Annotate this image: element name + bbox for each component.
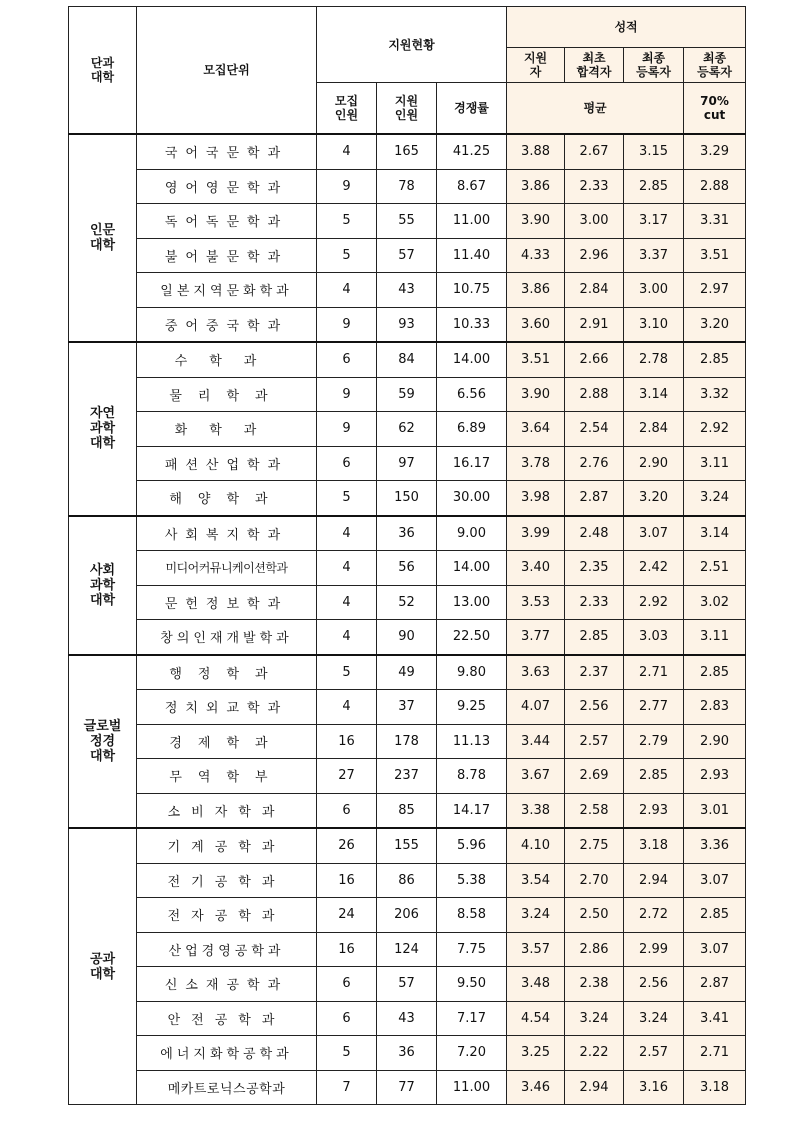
ratio-cell: 9.50 bbox=[437, 967, 507, 1002]
grade-final-reg-cell: 2.85 bbox=[624, 169, 684, 204]
quota-cell: 5 bbox=[317, 238, 377, 273]
grade-final-reg-cell: 3.24 bbox=[624, 1001, 684, 1036]
grade-final-reg-cell: 2.71 bbox=[624, 655, 684, 690]
applied-cell: 57 bbox=[377, 967, 437, 1002]
grade-applicant-cell: 3.77 bbox=[507, 620, 565, 655]
grade-cut70-cell: 2.88 bbox=[684, 169, 746, 204]
table-row bbox=[69, 169, 746, 204]
dept-name: 패션산업학과 bbox=[137, 446, 317, 481]
grade-final-reg-cell: 3.16 bbox=[624, 1070, 684, 1105]
grade-cut70-cell: 3.18 bbox=[684, 1070, 746, 1105]
table-row bbox=[69, 967, 746, 1002]
table-row bbox=[69, 342, 746, 377]
grade-first-pass-cell: 2.50 bbox=[565, 898, 624, 933]
applied-cell: 155 bbox=[377, 828, 437, 863]
grade-applicant-cell: 3.63 bbox=[507, 655, 565, 690]
grade-applicant-cell: 4.54 bbox=[507, 1001, 565, 1036]
dept-name: 경제학과 bbox=[137, 724, 317, 759]
ratio-cell: 8.58 bbox=[437, 898, 507, 933]
table-row bbox=[69, 1036, 746, 1071]
grade-first-pass-cell: 2.84 bbox=[565, 273, 624, 308]
grade-final-reg-cell: 2.90 bbox=[624, 446, 684, 481]
ratio-cell: 11.00 bbox=[437, 1070, 507, 1105]
dept-name: 창의인재개발학과 bbox=[137, 620, 317, 655]
ratio-cell: 8.67 bbox=[437, 169, 507, 204]
dept-name: 메카트로닉스공학과 bbox=[137, 1070, 317, 1105]
grade-final-reg-cell: 3.18 bbox=[624, 828, 684, 863]
header-average: 평균 bbox=[507, 83, 684, 135]
grade-cut70-cell: 3.02 bbox=[684, 585, 746, 620]
quota-cell: 6 bbox=[317, 967, 377, 1002]
grade-cut70-cell: 3.14 bbox=[684, 516, 746, 551]
applied-cell: 43 bbox=[377, 1001, 437, 1036]
quota-cell: 5 bbox=[317, 1036, 377, 1071]
table-body bbox=[69, 134, 746, 1105]
grade-applicant-cell: 3.90 bbox=[507, 204, 565, 239]
dept-name: 문헌정보학과 bbox=[137, 585, 317, 620]
grade-applicant-cell: 3.54 bbox=[507, 863, 565, 898]
grade-first-pass-cell: 2.67 bbox=[565, 134, 624, 169]
grade-final-reg-cell: 3.17 bbox=[624, 204, 684, 239]
table-row bbox=[69, 585, 746, 620]
applied-cell: 55 bbox=[377, 204, 437, 239]
grade-first-pass-cell: 2.33 bbox=[565, 585, 624, 620]
quota-cell: 5 bbox=[317, 481, 377, 516]
dept-name: 영어영문학과 bbox=[137, 169, 317, 204]
grade-cut70-cell: 2.51 bbox=[684, 551, 746, 586]
quota-cell: 4 bbox=[317, 273, 377, 308]
table-row bbox=[69, 793, 746, 828]
grade-first-pass-cell: 2.88 bbox=[565, 377, 624, 412]
grade-final-reg-cell: 2.85 bbox=[624, 759, 684, 794]
table-row bbox=[69, 273, 746, 308]
grade-cut70-cell: 3.07 bbox=[684, 932, 746, 967]
grade-final-reg-cell: 2.77 bbox=[624, 690, 684, 725]
college-name: 사회 과학 대학 bbox=[69, 516, 137, 655]
quota-cell: 5 bbox=[317, 655, 377, 690]
grade-final-reg-cell: 3.07 bbox=[624, 516, 684, 551]
table-row bbox=[69, 1070, 746, 1105]
table-row bbox=[69, 446, 746, 481]
ratio-cell: 9.25 bbox=[437, 690, 507, 725]
quota-cell: 6 bbox=[317, 793, 377, 828]
ratio-cell: 22.50 bbox=[437, 620, 507, 655]
ratio-cell: 14.17 bbox=[437, 793, 507, 828]
grade-applicant-cell: 3.99 bbox=[507, 516, 565, 551]
grade-first-pass-cell: 2.87 bbox=[565, 481, 624, 516]
grade-final-reg-cell: 2.57 bbox=[624, 1036, 684, 1071]
grade-applicant-cell: 3.51 bbox=[507, 342, 565, 377]
quota-cell: 9 bbox=[317, 169, 377, 204]
grade-cut70-cell: 3.24 bbox=[684, 481, 746, 516]
table-row bbox=[69, 516, 746, 551]
grade-cut70-cell: 2.85 bbox=[684, 898, 746, 933]
grade-cut70-cell: 2.85 bbox=[684, 655, 746, 690]
grade-first-pass-cell: 3.24 bbox=[565, 1001, 624, 1036]
ratio-cell: 5.96 bbox=[437, 828, 507, 863]
ratio-cell: 11.13 bbox=[437, 724, 507, 759]
applied-cell: 90 bbox=[377, 620, 437, 655]
ratio-cell: 9.80 bbox=[437, 655, 507, 690]
grade-cut70-cell: 2.93 bbox=[684, 759, 746, 794]
grade-first-pass-cell: 2.86 bbox=[565, 932, 624, 967]
ratio-cell: 9.00 bbox=[437, 516, 507, 551]
grade-cut70-cell: 3.41 bbox=[684, 1001, 746, 1036]
grade-first-pass-cell: 2.35 bbox=[565, 551, 624, 586]
ratio-cell: 5.38 bbox=[437, 863, 507, 898]
table-row bbox=[69, 863, 746, 898]
ratio-cell: 6.56 bbox=[437, 377, 507, 412]
grade-first-pass-cell: 2.76 bbox=[565, 446, 624, 481]
table-row bbox=[69, 551, 746, 586]
grade-cut70-cell: 2.97 bbox=[684, 273, 746, 308]
ratio-cell: 11.00 bbox=[437, 204, 507, 239]
dept-name: 에너지화학공학과 bbox=[137, 1036, 317, 1071]
grade-first-pass-cell: 2.22 bbox=[565, 1036, 624, 1071]
quota-cell: 4 bbox=[317, 585, 377, 620]
header-grade-final-reg-cut: 최종 등록자 bbox=[684, 48, 746, 83]
grade-cut70-cell: 2.71 bbox=[684, 1036, 746, 1071]
quota-cell: 6 bbox=[317, 446, 377, 481]
dept-name: 기계공학과 bbox=[137, 828, 317, 863]
header-grade-applicant: 지원 자 bbox=[507, 48, 565, 83]
grade-applicant-cell: 4.33 bbox=[507, 238, 565, 273]
college-name: 자연 과학 대학 bbox=[69, 342, 137, 516]
grade-cut70-cell: 3.01 bbox=[684, 793, 746, 828]
table-row bbox=[69, 307, 746, 342]
quota-cell: 24 bbox=[317, 898, 377, 933]
header-quota: 모집 인원 bbox=[317, 83, 377, 135]
applied-cell: 93 bbox=[377, 307, 437, 342]
dept-name: 안전공학과 bbox=[137, 1001, 317, 1036]
grade-cut70-cell: 2.92 bbox=[684, 412, 746, 447]
ratio-cell: 6.89 bbox=[437, 412, 507, 447]
quota-cell: 27 bbox=[317, 759, 377, 794]
header-applicants-group: 지원현황 bbox=[317, 7, 507, 83]
grade-first-pass-cell: 2.91 bbox=[565, 307, 624, 342]
grade-cut70-cell: 3.20 bbox=[684, 307, 746, 342]
dept-name: 사회복지학과 bbox=[137, 516, 317, 551]
grade-first-pass-cell: 2.54 bbox=[565, 412, 624, 447]
quota-cell: 6 bbox=[317, 342, 377, 377]
applied-cell: 85 bbox=[377, 793, 437, 828]
dept-name: 전기공학과 bbox=[137, 863, 317, 898]
grade-first-pass-cell: 2.33 bbox=[565, 169, 624, 204]
ratio-cell: 7.20 bbox=[437, 1036, 507, 1071]
applied-cell: 59 bbox=[377, 377, 437, 412]
grade-applicant-cell: 4.10 bbox=[507, 828, 565, 863]
header-college: 단과 대학 bbox=[69, 7, 137, 135]
grade-first-pass-cell: 2.37 bbox=[565, 655, 624, 690]
header-ratio: 경쟁률 bbox=[437, 83, 507, 135]
ratio-cell: 8.78 bbox=[437, 759, 507, 794]
grade-final-reg-cell: 3.20 bbox=[624, 481, 684, 516]
quota-cell: 4 bbox=[317, 551, 377, 586]
quota-cell: 4 bbox=[317, 620, 377, 655]
dept-name: 소비자학과 bbox=[137, 793, 317, 828]
dept-name: 정치외교학과 bbox=[137, 690, 317, 725]
grade-final-reg-cell: 3.00 bbox=[624, 273, 684, 308]
grade-cut70-cell: 2.87 bbox=[684, 967, 746, 1002]
table-row bbox=[69, 932, 746, 967]
applied-cell: 206 bbox=[377, 898, 437, 933]
ratio-cell: 30.00 bbox=[437, 481, 507, 516]
dept-name: 화학과 bbox=[137, 412, 317, 447]
grade-cut70-cell: 3.36 bbox=[684, 828, 746, 863]
admissions-results-table bbox=[68, 6, 746, 1105]
table-row bbox=[69, 238, 746, 273]
dept-name: 독어독문학과 bbox=[137, 204, 317, 239]
grade-final-reg-cell: 3.37 bbox=[624, 238, 684, 273]
table-row bbox=[69, 481, 746, 516]
grade-applicant-cell: 3.48 bbox=[507, 967, 565, 1002]
dept-name: 일본지역문화학과 bbox=[137, 273, 317, 308]
applied-cell: 43 bbox=[377, 273, 437, 308]
table-row bbox=[69, 204, 746, 239]
dept-name: 산업경영공학과 bbox=[137, 932, 317, 967]
applied-cell: 36 bbox=[377, 1036, 437, 1071]
grade-cut70-cell: 3.51 bbox=[684, 238, 746, 273]
table-row bbox=[69, 898, 746, 933]
header-applied: 지원 인원 bbox=[377, 83, 437, 135]
applied-cell: 237 bbox=[377, 759, 437, 794]
grade-first-pass-cell: 2.66 bbox=[565, 342, 624, 377]
applied-cell: 150 bbox=[377, 481, 437, 516]
dept-name: 행정학과 bbox=[137, 655, 317, 690]
ratio-cell: 41.25 bbox=[437, 134, 507, 169]
grade-final-reg-cell: 3.14 bbox=[624, 377, 684, 412]
grade-final-reg-cell: 2.72 bbox=[624, 898, 684, 933]
applied-cell: 97 bbox=[377, 446, 437, 481]
applied-cell: 62 bbox=[377, 412, 437, 447]
grade-first-pass-cell: 2.70 bbox=[565, 863, 624, 898]
grade-cut70-cell: 3.11 bbox=[684, 446, 746, 481]
college-name: 인문 대학 bbox=[69, 134, 137, 342]
applied-cell: 57 bbox=[377, 238, 437, 273]
grade-first-pass-cell: 3.00 bbox=[565, 204, 624, 239]
dept-name: 미디어커뮤니케이션학과 bbox=[137, 551, 317, 586]
grade-applicant-cell: 3.24 bbox=[507, 898, 565, 933]
quota-cell: 26 bbox=[317, 828, 377, 863]
grade-applicant-cell: 3.53 bbox=[507, 585, 565, 620]
ratio-cell: 14.00 bbox=[437, 551, 507, 586]
grade-cut70-cell: 2.83 bbox=[684, 690, 746, 725]
quota-cell: 16 bbox=[317, 724, 377, 759]
grade-first-pass-cell: 2.85 bbox=[565, 620, 624, 655]
applied-cell: 36 bbox=[377, 516, 437, 551]
grade-first-pass-cell: 2.48 bbox=[565, 516, 624, 551]
applied-cell: 77 bbox=[377, 1070, 437, 1105]
table-row bbox=[69, 690, 746, 725]
applied-cell: 165 bbox=[377, 134, 437, 169]
grade-final-reg-cell: 2.93 bbox=[624, 793, 684, 828]
ratio-cell: 11.40 bbox=[437, 238, 507, 273]
grade-applicant-cell: 3.44 bbox=[507, 724, 565, 759]
dept-name: 전자공학과 bbox=[137, 898, 317, 933]
table-row bbox=[69, 620, 746, 655]
quota-cell: 4 bbox=[317, 690, 377, 725]
dept-name: 중어중국학과 bbox=[137, 307, 317, 342]
grade-applicant-cell: 3.86 bbox=[507, 273, 565, 308]
applied-cell: 124 bbox=[377, 932, 437, 967]
applied-cell: 37 bbox=[377, 690, 437, 725]
grade-applicant-cell: 3.57 bbox=[507, 932, 565, 967]
ratio-cell: 10.33 bbox=[437, 307, 507, 342]
header-grades-group: 성적 bbox=[507, 7, 746, 48]
grade-final-reg-cell: 3.15 bbox=[624, 134, 684, 169]
quota-cell: 5 bbox=[317, 204, 377, 239]
ratio-cell: 7.17 bbox=[437, 1001, 507, 1036]
grade-applicant-cell: 3.98 bbox=[507, 481, 565, 516]
grade-final-reg-cell: 2.92 bbox=[624, 585, 684, 620]
grade-cut70-cell: 3.07 bbox=[684, 863, 746, 898]
grade-applicant-cell: 3.46 bbox=[507, 1070, 565, 1105]
ratio-cell: 13.00 bbox=[437, 585, 507, 620]
applied-cell: 49 bbox=[377, 655, 437, 690]
header-grade-first-pass: 최초 합격자 bbox=[565, 48, 624, 83]
applied-cell: 86 bbox=[377, 863, 437, 898]
quota-cell: 16 bbox=[317, 932, 377, 967]
grade-applicant-cell: 3.78 bbox=[507, 446, 565, 481]
grade-first-pass-cell: 2.56 bbox=[565, 690, 624, 725]
grade-applicant-cell: 4.07 bbox=[507, 690, 565, 725]
quota-cell: 7 bbox=[317, 1070, 377, 1105]
grade-final-reg-cell: 3.03 bbox=[624, 620, 684, 655]
grade-first-pass-cell: 2.58 bbox=[565, 793, 624, 828]
quota-cell: 9 bbox=[317, 412, 377, 447]
table-row bbox=[69, 134, 746, 169]
dept-name: 수학과 bbox=[137, 342, 317, 377]
quota-cell: 16 bbox=[317, 863, 377, 898]
dept-name: 국어국문학과 bbox=[137, 134, 317, 169]
grade-final-reg-cell: 2.79 bbox=[624, 724, 684, 759]
quota-cell: 9 bbox=[317, 377, 377, 412]
grade-applicant-cell: 3.86 bbox=[507, 169, 565, 204]
quota-cell: 4 bbox=[317, 516, 377, 551]
applied-cell: 78 bbox=[377, 169, 437, 204]
grade-first-pass-cell: 2.38 bbox=[565, 967, 624, 1002]
table-row bbox=[69, 412, 746, 447]
grade-first-pass-cell: 2.96 bbox=[565, 238, 624, 273]
ratio-cell: 16.17 bbox=[437, 446, 507, 481]
table-row bbox=[69, 1001, 746, 1036]
college-name: 글로벌 정경 대학 bbox=[69, 655, 137, 829]
grade-first-pass-cell: 2.94 bbox=[565, 1070, 624, 1105]
grade-applicant-cell: 3.25 bbox=[507, 1036, 565, 1071]
quota-cell: 9 bbox=[317, 307, 377, 342]
grade-applicant-cell: 3.40 bbox=[507, 551, 565, 586]
grade-applicant-cell: 3.88 bbox=[507, 134, 565, 169]
dept-name: 불어불문학과 bbox=[137, 238, 317, 273]
applied-cell: 52 bbox=[377, 585, 437, 620]
grade-applicant-cell: 3.64 bbox=[507, 412, 565, 447]
header-grade-final-reg: 최종 등록자 bbox=[624, 48, 684, 83]
header-cut70: 70% cut bbox=[684, 83, 746, 135]
grade-cut70-cell: 3.11 bbox=[684, 620, 746, 655]
grade-cut70-cell: 3.29 bbox=[684, 134, 746, 169]
grade-final-reg-cell: 2.94 bbox=[624, 863, 684, 898]
grade-final-reg-cell: 2.42 bbox=[624, 551, 684, 586]
grade-cut70-cell: 2.90 bbox=[684, 724, 746, 759]
header-unit: 모집단위 bbox=[137, 7, 317, 135]
applied-cell: 178 bbox=[377, 724, 437, 759]
applied-cell: 84 bbox=[377, 342, 437, 377]
dept-name: 무역학부 bbox=[137, 759, 317, 794]
grade-final-reg-cell: 3.10 bbox=[624, 307, 684, 342]
grade-final-reg-cell: 2.56 bbox=[624, 967, 684, 1002]
table-row bbox=[69, 759, 746, 794]
table-row bbox=[69, 724, 746, 759]
quota-cell: 4 bbox=[317, 134, 377, 169]
ratio-cell: 7.75 bbox=[437, 932, 507, 967]
dept-name: 물리학과 bbox=[137, 377, 317, 412]
applied-cell: 56 bbox=[377, 551, 437, 586]
college-name: 공과 대학 bbox=[69, 828, 137, 1105]
grade-final-reg-cell: 2.99 bbox=[624, 932, 684, 967]
grade-applicant-cell: 3.60 bbox=[507, 307, 565, 342]
grade-cut70-cell: 3.31 bbox=[684, 204, 746, 239]
grade-applicant-cell: 3.38 bbox=[507, 793, 565, 828]
quota-cell: 6 bbox=[317, 1001, 377, 1036]
table-row bbox=[69, 655, 746, 690]
grade-first-pass-cell: 2.75 bbox=[565, 828, 624, 863]
grade-final-reg-cell: 2.84 bbox=[624, 412, 684, 447]
grade-applicant-cell: 3.67 bbox=[507, 759, 565, 794]
ratio-cell: 14.00 bbox=[437, 342, 507, 377]
grade-first-pass-cell: 2.69 bbox=[565, 759, 624, 794]
grade-applicant-cell: 3.90 bbox=[507, 377, 565, 412]
dept-name: 해양학과 bbox=[137, 481, 317, 516]
grade-cut70-cell: 3.32 bbox=[684, 377, 746, 412]
grade-final-reg-cell: 2.78 bbox=[624, 342, 684, 377]
dept-name: 신소재공학과 bbox=[137, 967, 317, 1002]
grade-cut70-cell: 2.85 bbox=[684, 342, 746, 377]
table-row bbox=[69, 377, 746, 412]
table-row bbox=[69, 828, 746, 863]
grade-first-pass-cell: 2.57 bbox=[565, 724, 624, 759]
ratio-cell: 10.75 bbox=[437, 273, 507, 308]
